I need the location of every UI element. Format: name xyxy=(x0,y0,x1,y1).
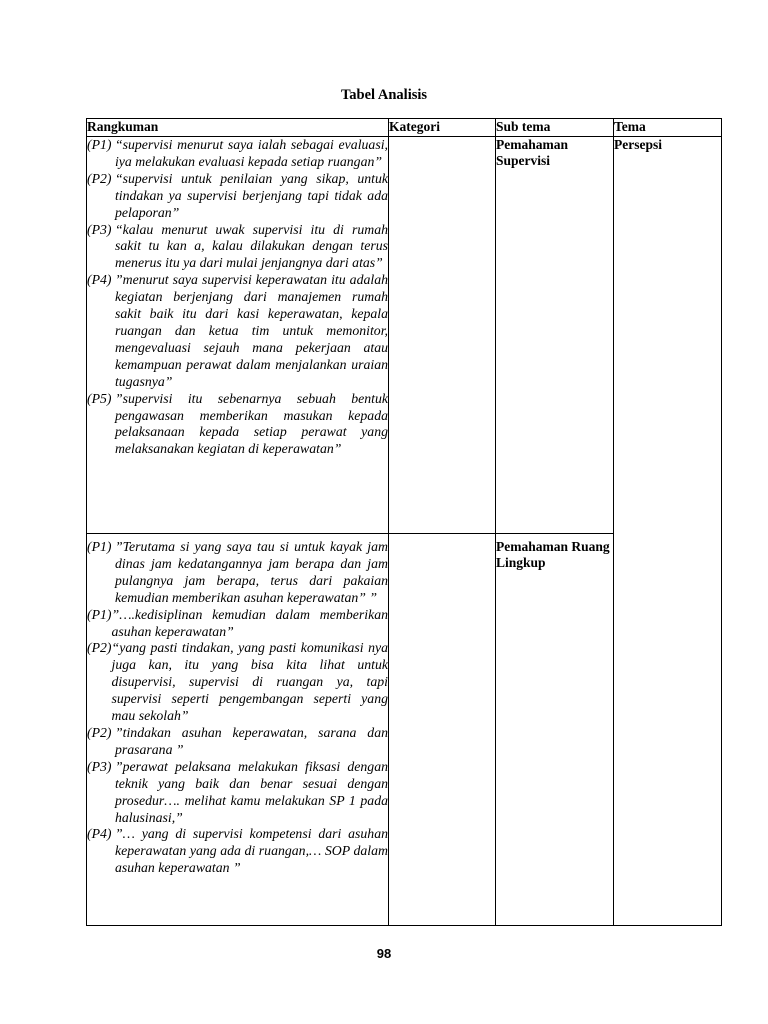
analysis-table xyxy=(86,118,722,926)
quote-text: ”….kedisiplinan kemudian dalam memberikan asuhan keperawatan” xyxy=(111,606,388,639)
tema-cell: Persepsi xyxy=(614,137,722,926)
quote-text: ”menurut saya supervisi keperawatan itu adalah kegiatan berjenjang dari manajemen rumah sakit baik itu dari kasi keperawatan, kepala ruangan dan ketua tim untuk memonitor, mengevaluasi sejauh mana pekerjaan atau kemampuan perawat dalam menjalankan uraian tugasnya” xyxy=(114,272,388,389)
kategori-cell xyxy=(389,534,496,926)
quote-text: “yang pasti tindakan, yang pasti komunikasi nya juga kan, itu yang bisa kita lihat untuk disupervisi, supervisi di ruangan ya, tapi supervisi seperti pengembangan seperti yang mau sekolah” xyxy=(111,640,388,724)
participant-tag: (P2) xyxy=(87,640,112,656)
quote-entry xyxy=(87,759,388,827)
participant-tag: (P4) xyxy=(87,272,112,288)
header-tema: Tema xyxy=(614,119,722,137)
participant-tag: (P5) xyxy=(87,390,112,406)
quote-text: “kalau menurut uwak supervisi itu di rumah sakit tu kan a, kalau dilakukan dengan terus menerus itu ya dari mulai jenjangnya dari atas” xyxy=(114,221,388,271)
quote-entry xyxy=(87,539,388,607)
participant-tag: (P1) xyxy=(87,606,112,622)
table-header-row xyxy=(87,119,722,137)
participant-tag: (P3) xyxy=(87,758,112,774)
kategori-cell xyxy=(389,137,496,534)
rangkuman-cell xyxy=(87,534,389,926)
header-rangkuman: Rangkuman xyxy=(87,119,389,137)
quote-text: ”Terutama si yang saya tau si untuk kayak jam dinas jam kedatangannya jam berapa dan jam pulangnya jam berapa, terus dari pakaian kemudian memberikan asuhan keperawatan” ” xyxy=(114,539,388,605)
quote-text: ”perawat pelaksana melakukan fiksasi dengan teknik yang baik dan benar sesuai dengan prosedur…. melihat kamu melakukan SP 1 pada halusinasi,” xyxy=(114,758,388,825)
quote-text: ”supervisi itu sebenarnya sebuah bentuk pengawasan memberikan masukan kepada pelaksanaan kepada setiap perawat yang melaksanakan kegiatan di keperawatan” xyxy=(114,390,388,457)
table-title: Tabel Analisis xyxy=(340,87,428,103)
participant-tag: (P2) xyxy=(87,170,112,186)
quote-entry xyxy=(87,607,388,641)
participant-tag: (P3) xyxy=(87,221,112,237)
header-kategori: Kategori xyxy=(389,119,496,137)
quote-entry xyxy=(87,171,388,222)
quote-text: ”… yang di supervisi kompetensi dari asuhan keperawatan yang ada di ruangan,… SOP dalam asuhan keperawatan ” xyxy=(114,826,388,876)
quote-entry xyxy=(87,826,388,877)
quote-entry xyxy=(87,272,388,390)
participant-tag: (P1) xyxy=(87,137,112,152)
table-row xyxy=(87,137,722,534)
subtema-cell: Pemahaman Ruang Lingkup xyxy=(496,534,614,926)
quote-text: “supervisi untuk penilaian yang sikap, untuk tindakan ya supervisi berjenjang tapi tidak ada pelaporan” xyxy=(114,170,388,220)
quote-text: “supervisi menurut saya ialah sebagai evaluasi, iya melakukan evaluasi kepada setiap ruangan” xyxy=(114,137,388,169)
participant-tag: (P4) xyxy=(87,826,112,842)
subtema-cell: Pemahaman Supervisi xyxy=(496,137,614,534)
participant-tag: (P1) xyxy=(87,539,112,554)
quote-entry xyxy=(87,222,388,273)
quote-text: ”tindakan asuhan keperawatan, sarana dan prasarana ” xyxy=(114,724,388,757)
quote-entry xyxy=(87,725,388,759)
quote-entry xyxy=(87,137,388,171)
page-number: 98 xyxy=(376,946,392,961)
header-subtema: Sub tema xyxy=(496,119,614,137)
rangkuman-cell xyxy=(87,137,389,534)
participant-tag: (P2) xyxy=(87,724,112,740)
quote-entry xyxy=(87,391,388,459)
quote-entry xyxy=(87,640,388,725)
